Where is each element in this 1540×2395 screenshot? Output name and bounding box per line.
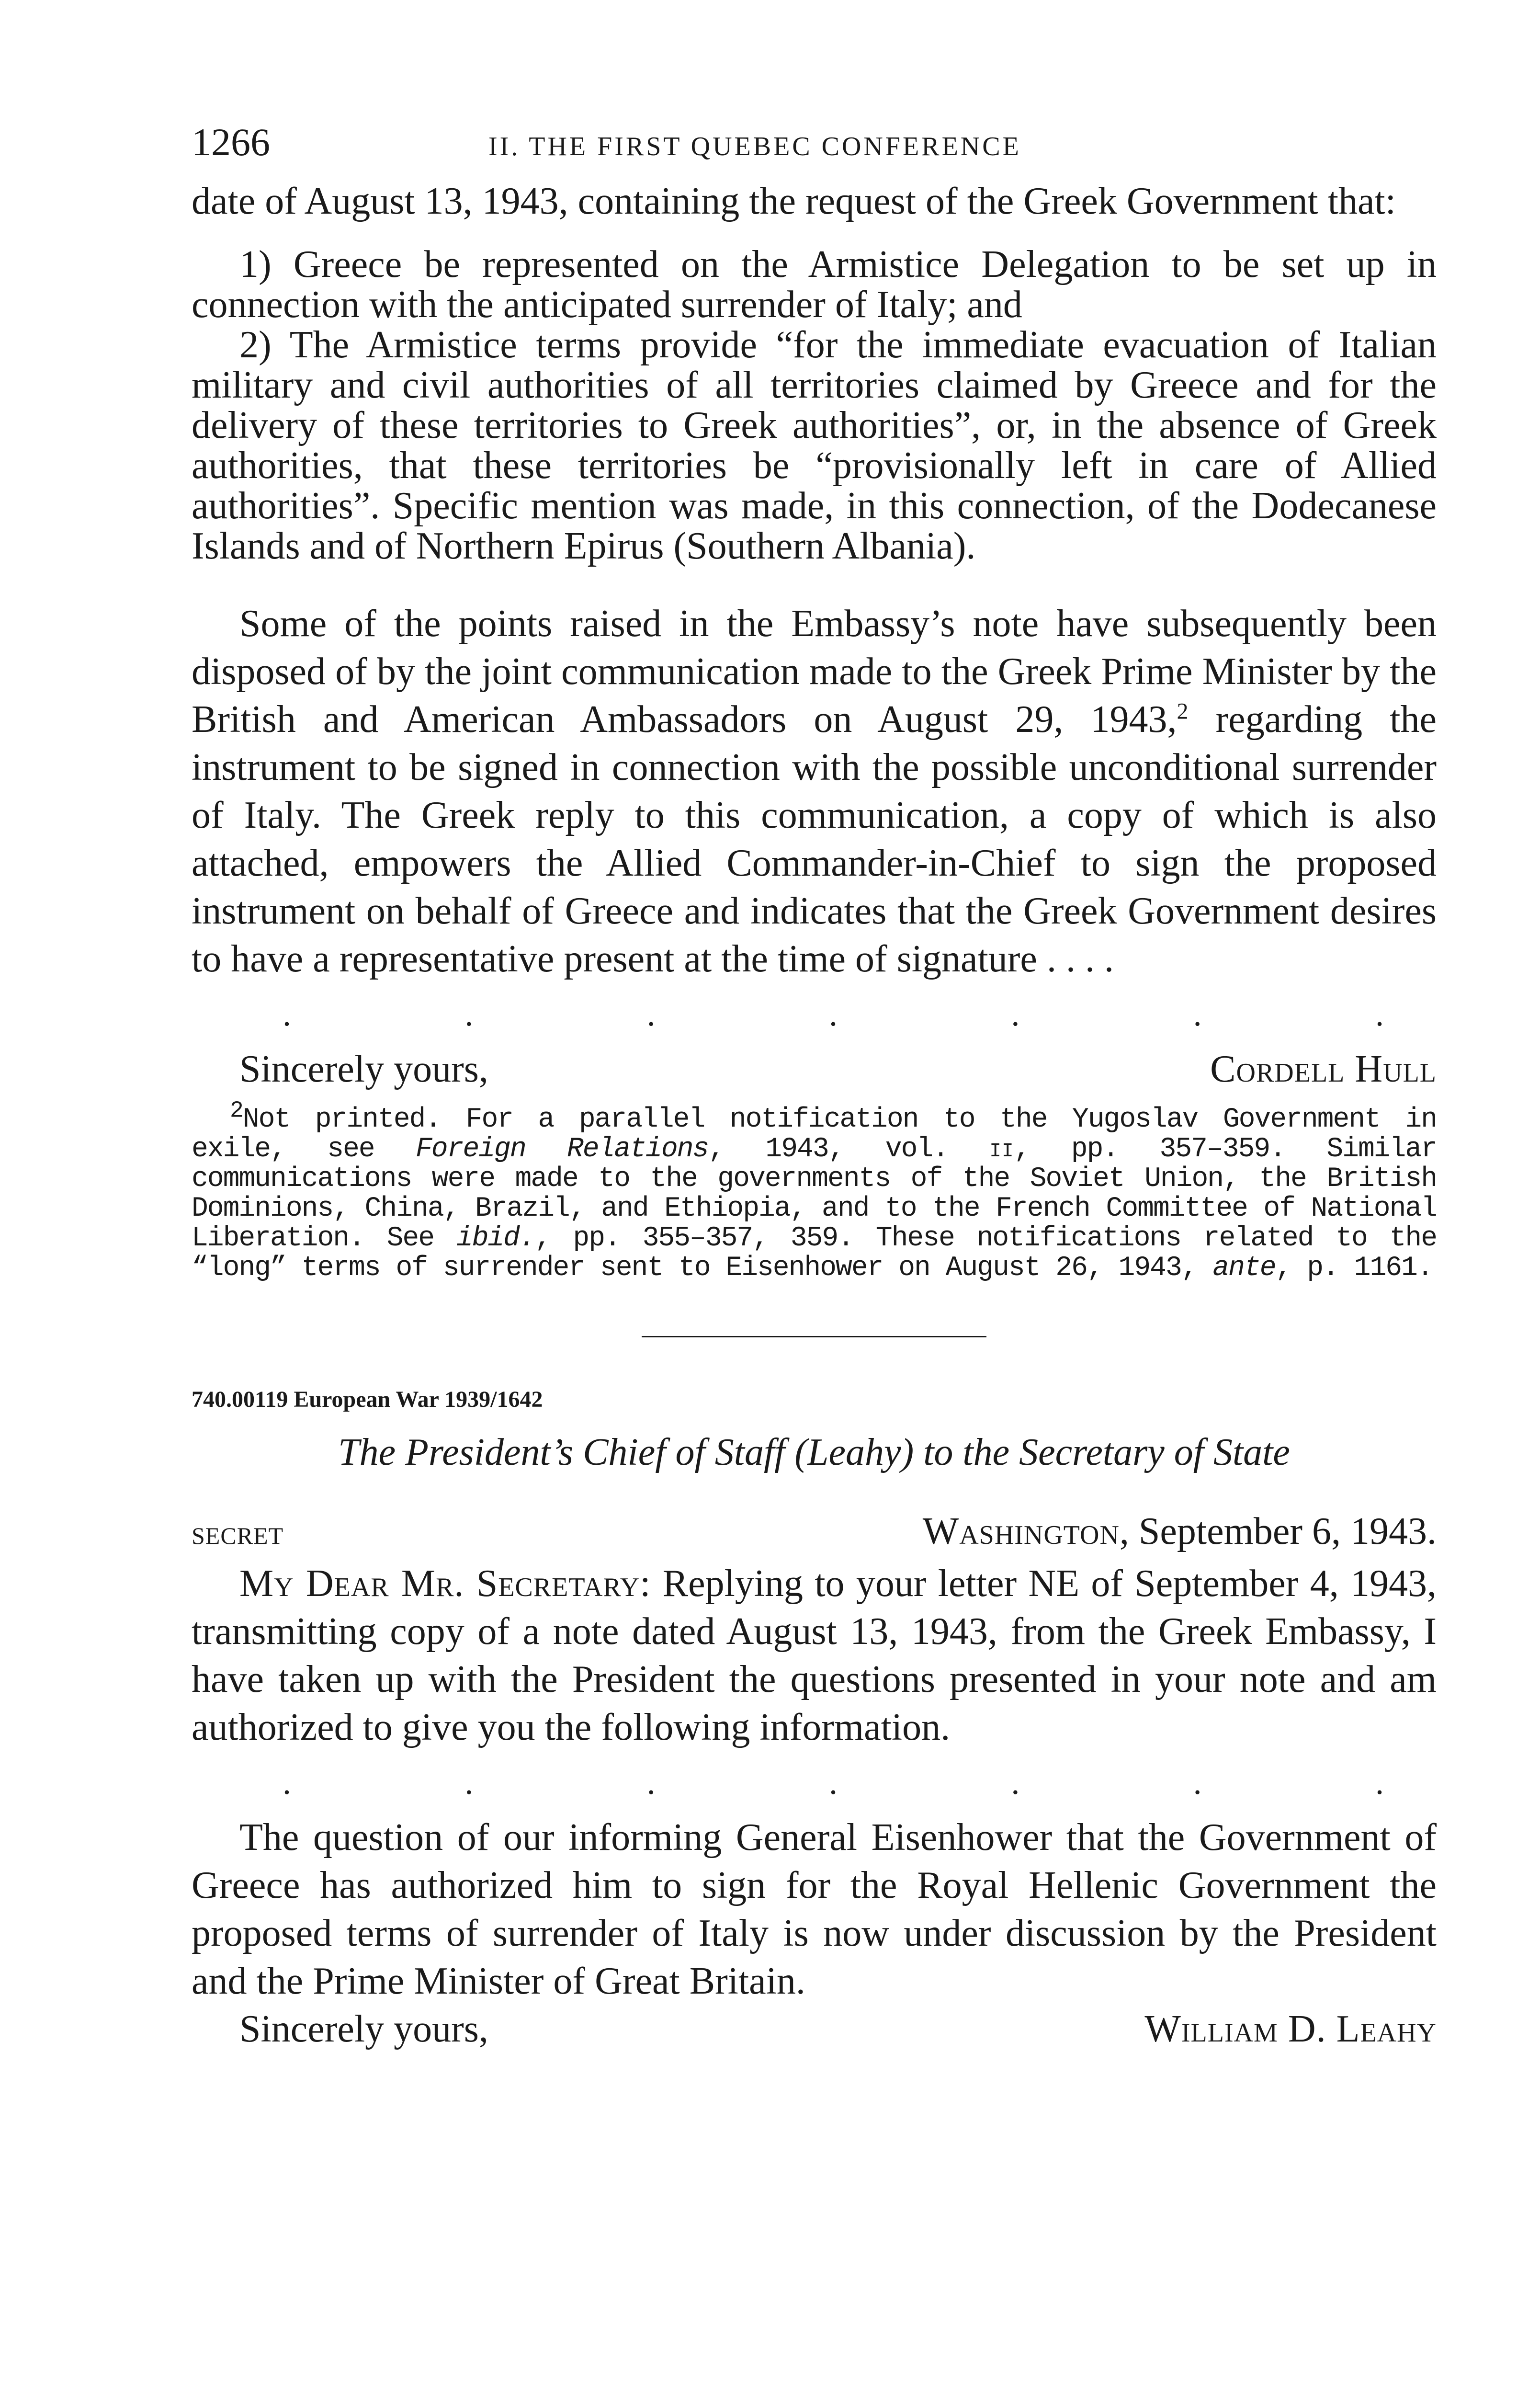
omission-dots: . . . . . . . [283,995,1384,1033]
page-header [192,120,1437,177]
page-number: 1266 [192,120,270,164]
file-number: 740.00119 European War 1939/1642 [192,1387,543,1412]
footnote-marker: 2 [230,1098,243,1124]
section-divider [642,1336,986,1337]
footnote: $^2$Not printed. For a parallel notification to the Yugoslav Government in exile, see Foreign Relations, 1943, vol. ii, pp. 357–359. Similar communications were made to the governments of the Soviet Union, the British Dominions, China, Brazil, and Ethiopia, and to the French Committee of National Liberation. See ibid., pp. 355–357, 359. These notifications related to the “long” terms of surrender sent to Eisenhower on August 26, 1943, ante, p. 1161. [192,1098,1437,1284]
publication-title: Foreign Relations [415,1134,709,1165]
complimentary-close: Sincerely yours, [239,2008,488,2050]
document-title: The President’s Chief of Staff (Leahy) to the Secretary of State [338,1431,1290,1473]
running-head: II. THE FIRST QUEBEC CONFERENCE [488,132,1021,161]
classification-label: SECRET [192,1522,284,1549]
memo-paragraph-2: The question of our informing General Eisenhower that the Government of Greece has authorized him to sign for the Royal Hellenic Government the proposed terms of surrender of Italy is now under discussion by the President and the Prime Minister of Great Britain. [192,1816,1437,2002]
request-item-2: 2) The Armistice terms provide “for the immediate evacuation of Italian military and civil authorities of all territories claimed by Greece and for the delivery of these territories to Greek authorities”, or, in the absence of Greek authorities, that these territories be “provisionally left in care of Allied authorities”. Specific mention was made, in this connection, of the Dodecanese Islands and of Northern Epirus (Southern Albania). [192,324,1437,567]
dateline-row [192,1507,1437,1560]
salutation: My Dear Mr. Secretary: [239,1562,651,1605]
document-page [192,120,1437,2053]
letter-intro: date of August 13, 1943, containing the request of the Greek Government that: [192,180,1396,222]
omission-dots: . . . . . . . [283,1763,1384,1802]
complimentary-close: Sincerely yours, [239,1048,488,1090]
request-item-1: 1) Greece be represented on the Armistice Delegation to be set up in connection with the anticipated surrender of Italy; and [192,243,1437,326]
memo-closing [192,2005,1437,2053]
footnote-reference: 2 [1177,698,1189,724]
paragraph-text-a: Some of the points raised in the Embassy’s note have subsequently been disposed of by the joint communication made to the Greek Prime Minister by the British and American Ambassadors on August 29, 1943, [192,603,1437,741]
letter-closing [192,1045,1437,1093]
signature: Cordell Hull [1210,1048,1437,1090]
dateline [923,1507,1437,1555]
paragraph-text-b: regarding the instrument to be signed in connection with the possible unconditional surrender of Italy. The Greek reply to this communication, a copy of which is also attached, empowers the Allied Commander-in-Chief to sign the proposed instrument on behalf of Greece and indicates that the Greek Government desires to have a representative present at the time of signature . . . . [192,698,1437,980]
date: , September 6, 1943. [1119,1510,1437,1552]
signature: William D. Leahy [1144,2008,1437,2050]
letter-paragraph [192,600,1437,983]
memo-paragraph-1: My Dear Mr. Secretary: Replying to your letter NE of September 4, 1943, transmitting copy of a note dated August 13, 1943, from the Greek Embassy, I have taken up with the President the questions presented in your note and am authorized to give you the following information. [192,1562,1437,1748]
place-name: Washington [922,1510,1120,1552]
